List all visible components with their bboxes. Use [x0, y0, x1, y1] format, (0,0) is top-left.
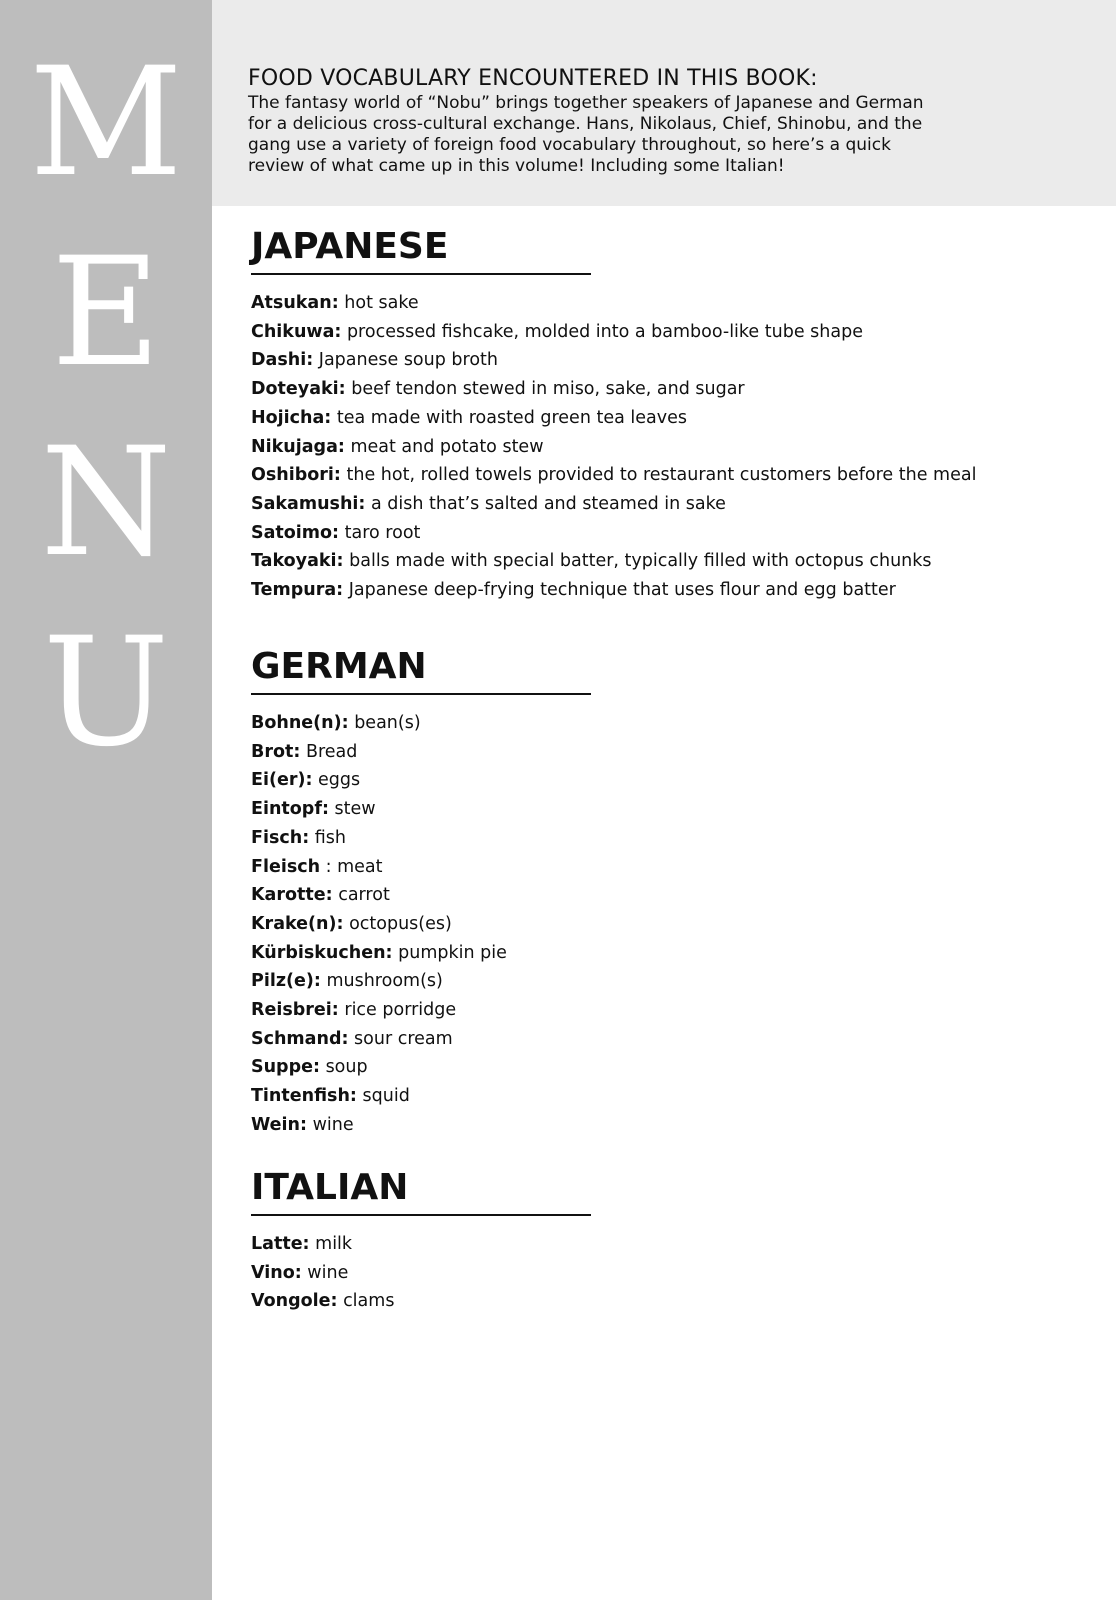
section-title: GERMAN	[251, 646, 427, 687]
vocabulary-definition: balls made with special batter, typically filled with octopus chunks	[349, 551, 932, 572]
vocabulary-definition: bean(s)	[354, 713, 421, 733]
vocabulary-entry	[251, 576, 976, 605]
vocabulary-term: Suppe:	[251, 1057, 320, 1078]
vocabulary-definition: processed fishcake, molded into a bamboo-like tube shape	[346, 321, 863, 342]
vocabulary-definition: soup	[325, 1057, 368, 1078]
vocabulary-entry	[251, 1053, 591, 1082]
section-german	[251, 646, 591, 1140]
vocabulary-entry	[251, 996, 591, 1025]
vocabulary-entry	[251, 795, 591, 824]
menu-letter: U	[42, 606, 170, 780]
vocabulary-definition: taro root	[344, 522, 421, 543]
section-divider	[251, 273, 591, 275]
vocabulary-definition: rice porridge	[344, 1000, 457, 1021]
vocabulary-definition: octopus(es)	[349, 913, 452, 934]
vocabulary-definition: beef tendon stewed in miso, sake, and sugar	[351, 379, 745, 400]
section-italian	[251, 1167, 591, 1316]
vocabulary-definition: wine	[307, 1262, 349, 1283]
vocabulary-term: Krake(n):	[251, 913, 344, 934]
vocabulary-term: Pilz(e):	[251, 971, 321, 992]
vocabulary-definition: Bread	[305, 741, 358, 762]
vocabulary-entry	[251, 289, 976, 318]
vocabulary-term: Nikujaga:	[251, 436, 345, 457]
intro-text: The fantasy world of “Nobu” brings together speakers of Japanese and German for a delicious cross-cultural exchange. Hans, Nikolaus, Chief, Shinobu, and the gang use a variety of foreign food vocabulary throughout, so here’s a quick review of what came up in this volume! Including some Italian!	[248, 93, 924, 176]
vocabulary-definition: squid	[362, 1086, 410, 1107]
intro-title: FOOD VOCABULARY ENCOUNTERED IN THIS BOOK:	[248, 66, 818, 91]
section-divider	[251, 693, 591, 695]
vocabulary-term: Karotte:	[251, 885, 333, 906]
vocabulary-definition: fish	[314, 827, 347, 848]
vocabulary-entry	[251, 824, 591, 853]
vocabulary-entry	[251, 1259, 591, 1288]
vocabulary-term: Tempura:	[251, 580, 344, 601]
section-title: JAPANESE	[251, 226, 449, 267]
vocabulary-term: Ei(er):	[251, 770, 313, 791]
vocabulary-entry	[251, 910, 591, 939]
vocabulary-definition: the hot, rolled towels provided to restaurant customers before the meal	[346, 465, 977, 486]
vocabulary-term: Eintopf:	[251, 799, 329, 820]
vocabulary-term: Dashi:	[251, 350, 314, 371]
vocabulary-entry	[251, 853, 591, 882]
vocabulary-term: Tintenfish:	[251, 1086, 357, 1107]
vocabulary-entry	[251, 939, 591, 968]
vocabulary-entry	[251, 766, 591, 795]
vocabulary-term: Brot:	[251, 741, 301, 762]
vocabulary-entry	[251, 433, 976, 462]
menu-letter: E	[51, 226, 161, 400]
vocabulary-list	[251, 1230, 591, 1316]
vocabulary-term: Sakamushi:	[251, 493, 366, 514]
vocabulary-term: Atsukan:	[251, 293, 339, 313]
vocabulary-term: Oshibori:	[251, 465, 341, 486]
vocabulary-entry	[251, 318, 976, 347]
vocabulary-entry	[251, 1025, 591, 1054]
vocabulary-definition: carrot	[338, 885, 390, 906]
vocabulary-entry	[251, 1287, 591, 1316]
vocabulary-term: Fisch:	[251, 827, 310, 848]
vocabulary-definition: pumpkin pie	[398, 942, 507, 963]
vocabulary-definition: wine	[312, 1114, 354, 1135]
vocabulary-term: Bohne(n):	[251, 713, 349, 733]
menu-letter: N	[40, 416, 172, 590]
vocabulary-term: Latte:	[251, 1234, 310, 1254]
vocabulary-entry	[251, 1111, 591, 1140]
vocabulary-entry	[251, 346, 976, 375]
vocabulary-entry	[251, 738, 591, 767]
vocabulary-term: Chikuwa:	[251, 321, 342, 342]
vocabulary-definition: clams	[343, 1291, 395, 1312]
vocabulary-term: Vino:	[251, 1262, 302, 1283]
vocabulary-entry	[251, 375, 976, 404]
vocabulary-definition: a dish that’s salted and steamed in sake	[371, 493, 726, 514]
vocabulary-definition: stew	[334, 799, 376, 820]
vocabulary-definition: meat and potato stew	[350, 436, 544, 457]
vocabulary-list	[251, 709, 591, 1140]
vocabulary-entry	[251, 461, 976, 490]
vocabulary-term: Wein:	[251, 1114, 308, 1135]
vocabulary-entry	[251, 490, 976, 519]
vocabulary-entry	[251, 967, 591, 996]
vocabulary-definition: Japanese deep-frying technique that uses flour and egg batter	[348, 580, 896, 601]
vocabulary-term: Doteyaki:	[251, 379, 346, 400]
vocabulary-entry	[251, 881, 591, 910]
menu-letter: M	[29, 36, 183, 210]
vocabulary-term: Satoimo:	[251, 522, 340, 543]
vocabulary-definition: milk	[315, 1234, 353, 1254]
menu-sidebar	[0, 0, 212, 1600]
vocabulary-definition: eggs	[318, 770, 361, 791]
vocabulary-definition: tea made with roasted green tea leaves	[336, 407, 687, 428]
vocabulary-entry	[251, 1230, 591, 1259]
vocabulary-definition: mushroom(s)	[326, 971, 443, 992]
vocabulary-entry	[251, 547, 976, 576]
intro-box	[212, 0, 1116, 206]
vocabulary-term: Schmand:	[251, 1028, 349, 1049]
vocabulary-term: Hojicha:	[251, 407, 332, 428]
vocabulary-entry	[251, 1082, 591, 1111]
vocabulary-entry	[251, 709, 591, 738]
section-japanese	[251, 226, 977, 605]
vocabulary-term: Fleisch	[251, 856, 321, 877]
vocabulary-term: Reisbrei:	[251, 1000, 339, 1021]
vocabulary-definition: Japanese soup broth	[318, 350, 498, 371]
section-divider	[251, 1214, 591, 1216]
vocabulary-term: Vongole:	[251, 1291, 338, 1312]
vocabulary-definition: hot sake	[344, 293, 419, 313]
vocabulary-entry	[251, 519, 976, 548]
vocabulary-definition: sour cream	[354, 1028, 453, 1049]
vocabulary-definition: : meat	[325, 856, 383, 877]
vocabulary-list	[251, 289, 976, 605]
vocabulary-entry	[251, 404, 976, 433]
vocabulary-term: Takoyaki:	[251, 551, 344, 572]
vocabulary-term: Kürbiskuchen:	[251, 942, 393, 963]
section-title: ITALIAN	[251, 1167, 409, 1208]
